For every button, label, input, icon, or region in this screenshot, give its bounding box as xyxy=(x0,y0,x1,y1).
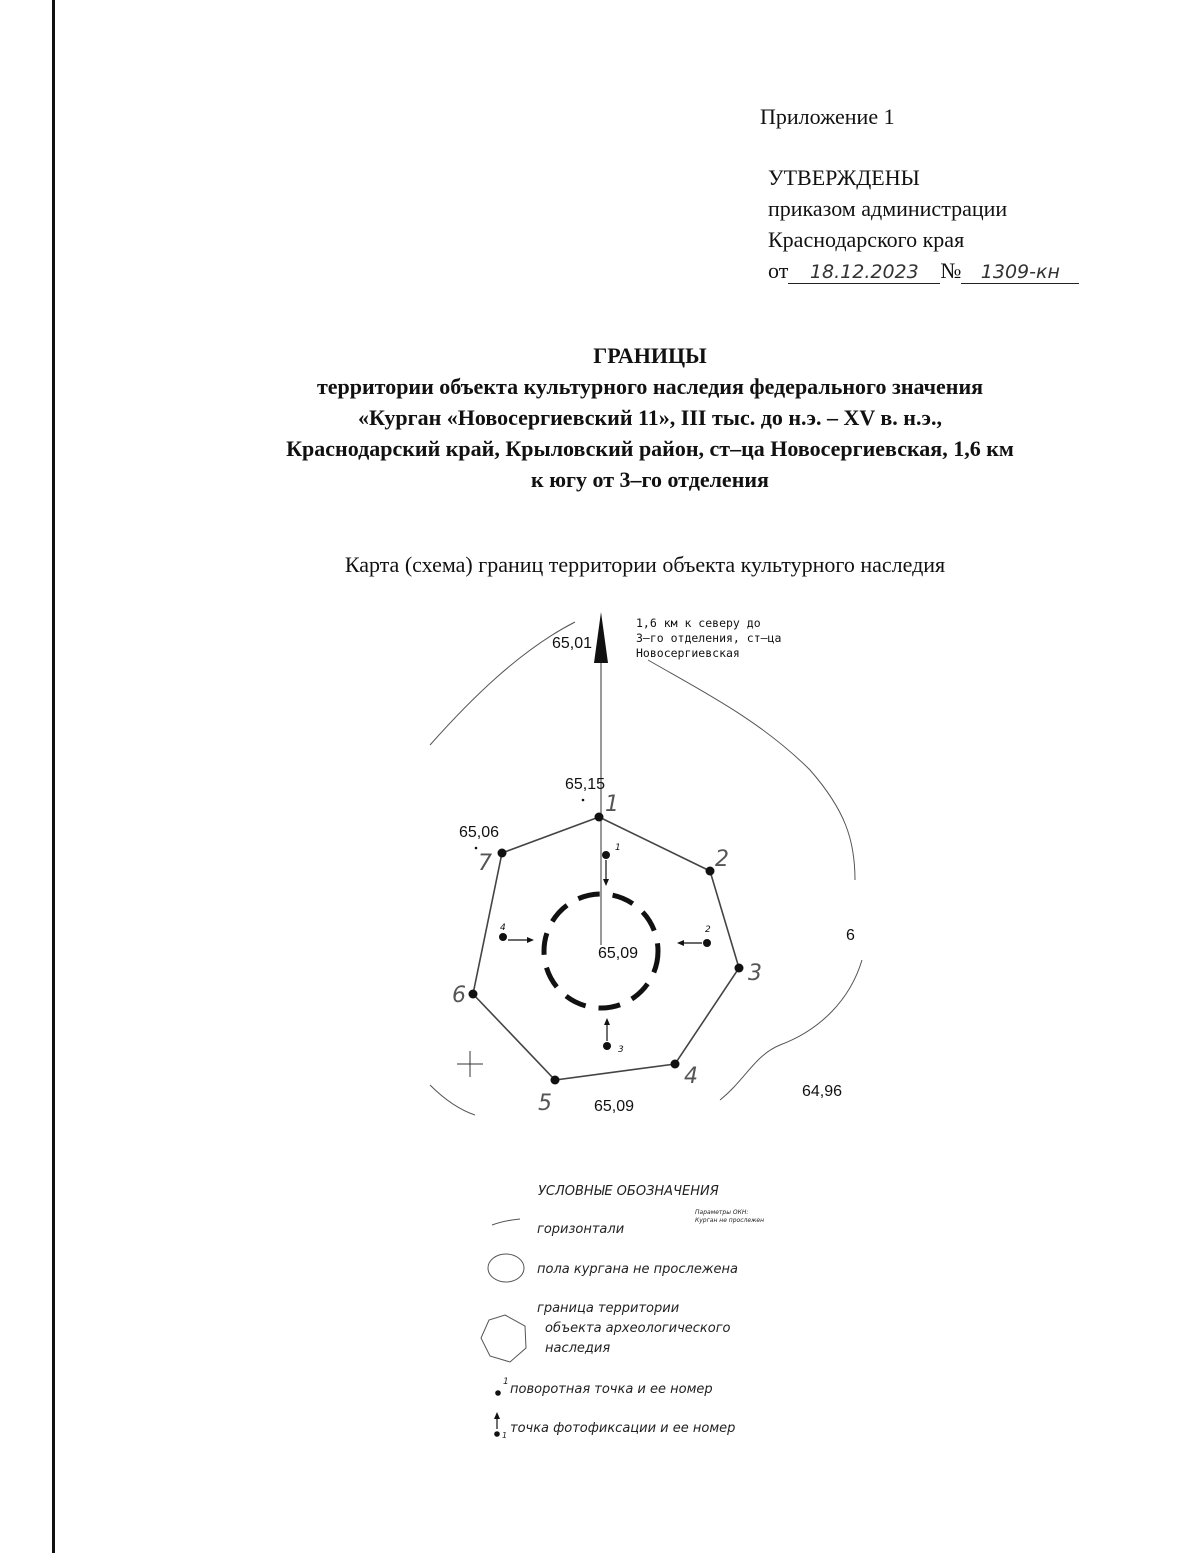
title-line-2: «Курган «Новосергиевский 11», III тыс. до н.э. – XV в. н.э., xyxy=(358,405,942,430)
boundary-point xyxy=(469,990,478,999)
order-number: 1309-кн xyxy=(961,261,1079,284)
boundary-point-label: 5 xyxy=(538,1091,552,1116)
elevation-right-bottom: 64,96 xyxy=(802,1083,843,1100)
elevation-dot xyxy=(582,799,585,802)
approval-line-1: приказом администрации xyxy=(768,196,1008,221)
elevation-top: 65,01 xyxy=(552,635,593,652)
photo-arrow-icon xyxy=(603,879,609,886)
legend-photo-point-icon xyxy=(494,1431,500,1437)
legend-params-note-2: Курган не прослежен xyxy=(695,1217,765,1224)
legend-heptagon-icon xyxy=(481,1315,526,1362)
legend-params-note-1: Параметры ОКН: xyxy=(695,1209,749,1216)
photo-point-label: 3 xyxy=(618,1045,624,1055)
photo-point xyxy=(602,851,610,859)
photo-point xyxy=(603,1042,611,1050)
legend-photo-point-label: точка фотофиксации и ее номер xyxy=(510,1421,736,1436)
map-caption: Карта (схема) границ территории объекта культурного наследия xyxy=(344,552,946,577)
legend-boundary-line-1: граница территории xyxy=(537,1301,680,1316)
legend-photo-arrow-icon xyxy=(494,1412,500,1419)
photo-point-label: 2 xyxy=(705,925,711,935)
legend-contours-label: горизонтали xyxy=(537,1222,625,1237)
boundary-point-label: 1 xyxy=(605,792,619,817)
grid-cross-icon xyxy=(457,1051,483,1077)
legend-mound-floor-label: пола кургана не прослежена xyxy=(537,1262,739,1277)
legend-dashed-circle-icon xyxy=(488,1254,524,1282)
appendix-label: Приложение 1 xyxy=(760,104,895,129)
title-line-1: территории объекта культурного наследия федерального значения xyxy=(316,374,984,399)
photo-point-label: 4 xyxy=(500,923,506,933)
north-note-line-2: 3–го отделения, ст–ца xyxy=(636,631,782,645)
boundary-point xyxy=(706,867,715,876)
number-prefix: № xyxy=(940,258,962,283)
elevation-center: 65,09 xyxy=(598,945,639,962)
approval-status: УТВЕРЖДЕНЫ xyxy=(768,165,920,190)
photo-point xyxy=(703,939,711,947)
boundary-point xyxy=(498,849,507,858)
legend-contour-icon xyxy=(492,1219,520,1225)
elevation-near-point-7: 65,06 xyxy=(459,824,500,841)
elevation-marks xyxy=(459,635,855,1115)
boundary-point-label: 6 xyxy=(452,983,466,1008)
legend-turn-point-icon xyxy=(495,1390,501,1396)
legend-photo-point-number: 1 xyxy=(502,1431,508,1440)
legend-title: УСЛОВНЫЕ ОБОЗНАЧЕНИЯ xyxy=(538,1184,719,1199)
elevation-near-point-1: 65,15 xyxy=(565,776,606,793)
approval-line-2: Краснодарского края xyxy=(768,227,965,252)
north-arrow-icon xyxy=(594,612,608,663)
north-note-line-3: Новосергиевская xyxy=(636,646,740,660)
contour-line xyxy=(648,660,855,880)
boundary-point-label: 2 xyxy=(715,847,729,872)
boundary-point xyxy=(595,813,604,822)
photo-point-label: 1 xyxy=(615,843,621,853)
legend-turn-point-number: 1 xyxy=(503,1377,509,1387)
photo-arrow-icon xyxy=(527,937,534,943)
boundary-point xyxy=(671,1060,680,1069)
boundary-point xyxy=(735,964,744,973)
contour-line xyxy=(430,1085,475,1115)
legend-boundary-line-2: объекта археологического xyxy=(545,1321,731,1336)
photo-point xyxy=(499,933,507,941)
from-prefix: от xyxy=(768,258,789,283)
boundary-point-label: 3 xyxy=(748,961,762,986)
elevation-dot xyxy=(475,847,478,850)
order-date: 18.12.2023 xyxy=(788,261,940,284)
legend-turn-point-label: поворотная точка и ее номер xyxy=(510,1382,713,1397)
contour-lines xyxy=(430,622,862,1115)
boundary-point-label: 7 xyxy=(478,851,492,876)
contour-line xyxy=(720,960,862,1100)
title-line-3: Краснодарский край, Крыловский район, ст–ца Новосергиевская, 1,6 км xyxy=(286,436,1014,461)
photo-arrow-icon xyxy=(677,940,684,946)
legend-boundary-line-3: наследия xyxy=(545,1341,611,1356)
boundary-point-label: 4 xyxy=(684,1064,698,1089)
elevation-right-edge: 6 xyxy=(846,927,855,944)
elevation-bottom: 65,09 xyxy=(594,1098,635,1115)
photo-arrow-icon xyxy=(604,1018,610,1025)
title-line-4: к югу от 3–го отделения xyxy=(531,467,769,492)
title-heading: ГРАНИЦЫ xyxy=(593,343,707,368)
boundary-point xyxy=(551,1076,560,1085)
north-note-line-1: 1,6 км к северу до xyxy=(636,616,761,630)
